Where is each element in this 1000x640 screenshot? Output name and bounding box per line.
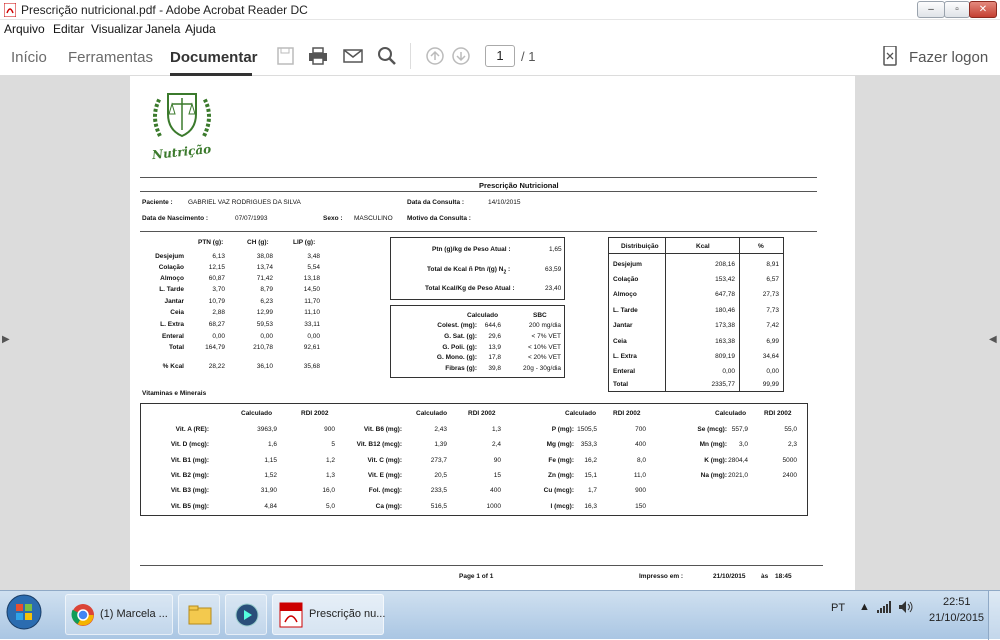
vitamins-table (140, 403, 808, 516)
vit-row-label: Vit. B3 (mg): (170, 487, 209, 494)
media-icon (234, 602, 260, 628)
kcal-nptn-sub: 2 (503, 269, 507, 276)
vit-header-rdi: RDI 2002 (301, 410, 329, 417)
vit-calc: 233,5 (430, 487, 447, 494)
vit-row-label: Vit. D (mcg): (170, 441, 209, 448)
folder-icon (187, 602, 213, 628)
left-panel-arrow-icon[interactable]: ▶ (2, 334, 10, 345)
acrobat-icon (4, 3, 16, 17)
vit-rdi: 2,3 (787, 441, 797, 448)
language-indicator[interactable]: PT (831, 602, 846, 614)
taskbar-chrome-label: (1) Marcela ... (100, 608, 168, 620)
menu-janela[interactable]: Janela (145, 22, 181, 36)
macro-cell: 210,78 (253, 344, 273, 351)
menu-visualizar[interactable]: Visualizar (91, 22, 143, 36)
lipid-sbc: < 20% VET (527, 354, 561, 361)
vit-header-calc: Calculado (715, 410, 747, 417)
rule (140, 231, 817, 232)
vit-row-label: Vit. A (RE): (175, 426, 209, 433)
document-area[interactable] (0, 76, 1000, 590)
lipid-row-label: Colest. (mg): (437, 322, 477, 329)
vit-rdi: 900 (635, 487, 646, 494)
dist-row-label: L. Tarde (613, 307, 638, 314)
start-button[interactable] (6, 594, 42, 630)
vit-row-label: Na (mg): (700, 472, 727, 479)
kcal-nptn-text: Total de Kcal ñ Ptn /(g) N (427, 266, 504, 273)
vit-rdi: 1000 (486, 503, 501, 510)
footer-printed-label: Impresso em : (639, 573, 684, 580)
vit-header-calc: Calculado (565, 410, 597, 417)
macro-cell: 6,13 (212, 253, 225, 260)
vit-header-rdi: RDI 2002 (468, 410, 496, 417)
macro-cell: 5,54 (307, 264, 320, 271)
footer-as: às (761, 573, 769, 580)
dist-kcal: 0,00 (722, 368, 735, 375)
kcal-kg-label: Total Kcal/Kg de Peso Atual : (425, 285, 515, 292)
vit-calc: 557,9 (731, 426, 748, 433)
document-heading: Prescrição Nutricional (479, 181, 559, 190)
dist-row-label: Enteral (613, 368, 636, 375)
title-bar (0, 0, 1000, 20)
tab-document[interactable]: Documentar (170, 49, 258, 66)
lipid-sbc: 200 mg/dia (528, 322, 561, 329)
tab-tools[interactable]: Ferramentas (68, 49, 154, 66)
vit-calc: 1,15 (264, 457, 277, 464)
vit-row-label: Se (mcg): (697, 426, 727, 433)
vit-rdi: 1,3 (491, 426, 501, 433)
vit-calc: 20,5 (434, 472, 447, 479)
lipid-calc: 17,8 (488, 354, 501, 361)
patient-label: Paciente : (142, 199, 173, 206)
clock-date[interactable]: 21/10/2015 (929, 612, 985, 624)
mobile-device-icon (879, 46, 901, 66)
vit-rdi: 1,3 (325, 472, 335, 479)
dist-kcal: 809,19 (715, 353, 735, 360)
tray-expand-icon[interactable]: ▲ (859, 601, 870, 613)
vit-row-label: Mg (mg): (546, 441, 574, 448)
dist-pct: 0,00 (766, 368, 779, 375)
lipid-header-sbc: SBC (533, 312, 547, 319)
vit-rdi: 11,0 (633, 472, 646, 479)
consult-date: 14/10/2015 (488, 199, 521, 206)
vit-row-label: Cu (mcg): (543, 487, 574, 494)
vit-header-calc: Calculado (416, 410, 448, 417)
logo-text: Nutrição (151, 141, 212, 163)
birth-date: 07/07/1993 (235, 215, 268, 222)
acrobat-icon (279, 602, 303, 628)
vit-calc: 4,84 (264, 503, 277, 510)
vit-rdi: 2400 (782, 472, 797, 479)
macro-row-label: Jantar (164, 298, 184, 305)
dist-kcal: 647,78 (715, 291, 735, 298)
vit-calc: 3,0 (738, 441, 748, 448)
volume-icon[interactable] (898, 600, 914, 614)
vit-rdi: 90 (493, 457, 501, 464)
dist-pct: 99,99 (762, 381, 779, 388)
kcal-pct-cell: 36,10 (256, 363, 273, 370)
dist-row-label: Jantar (613, 322, 633, 329)
footer-page: Page 1 of 1 (459, 573, 494, 580)
rule (140, 177, 817, 178)
macro-cell: 12,15 (208, 264, 225, 271)
kcal-nptn-colon: : (508, 266, 511, 273)
dist-kcal: 2335,77 (711, 381, 735, 388)
show-desktop-button[interactable] (988, 591, 1000, 640)
network-icon[interactable] (877, 601, 891, 613)
taskbar-chrome[interactable] (65, 594, 173, 635)
macro-header: PTN (g): (198, 239, 224, 246)
vit-calc: 1,7 (587, 487, 597, 494)
window-title: Prescrição nutricional.pdf - Adobe Acrobat Reader DC (21, 3, 308, 17)
taskbar-acrobat-label: Prescrição nu... (309, 608, 386, 620)
macro-header: CH (g): (247, 239, 269, 246)
kcal-kg-value: 23,40 (545, 285, 562, 292)
macro-cell: 59,53 (256, 321, 273, 328)
dist-header: Kcal (696, 243, 710, 250)
dist-row-label: Almoço (613, 291, 637, 298)
vit-calc: 1,39 (434, 441, 447, 448)
macro-cell: 13,18 (303, 275, 320, 282)
vit-row-label: Vit. B2 (mg): (170, 472, 209, 479)
vit-row-label: I (mcg): (550, 503, 574, 510)
page-total: / 1 (521, 49, 536, 64)
vit-calc: 31,90 (260, 487, 277, 494)
macro-cell: 11,70 (304, 298, 320, 305)
search-icon[interactable] (376, 46, 398, 66)
next-page-icon[interactable] (450, 46, 472, 66)
reason-label: Motivo da Consulta : (407, 215, 471, 222)
vit-header-rdi: RDI 2002 (613, 410, 641, 417)
vit-calc: 2804,4 (728, 457, 748, 464)
dist-header-divider (609, 253, 783, 254)
dist-kcal: 153,42 (715, 276, 735, 283)
nutrition-logo (146, 86, 218, 164)
lipid-header-calc: Calculado (467, 312, 499, 319)
macro-cell: 0,00 (260, 333, 273, 340)
vit-rdi: 55,0 (784, 426, 797, 433)
macro-cell: 14,50 (303, 286, 320, 293)
vit-rdi: 5,0 (325, 503, 335, 510)
lipid-sbc: < 10% VET (527, 344, 561, 351)
right-panel-arrow-icon[interactable]: ◀ (989, 334, 997, 345)
menu-editar[interactable]: Editar (53, 22, 85, 36)
ptn-box (390, 237, 565, 300)
vit-rdi: 2,4 (491, 441, 501, 448)
macro-cell: 12,99 (256, 309, 273, 316)
taskbar-explorer[interactable] (178, 594, 220, 635)
vit-calc: 15,1 (584, 472, 597, 479)
rule (140, 191, 817, 192)
dist-header: % (758, 243, 764, 250)
dist-row-label: Total (613, 381, 629, 388)
macro-row-label: Desjejum (155, 253, 184, 260)
vit-calc: 3963,9 (257, 426, 277, 433)
vit-rdi: 1,2 (325, 457, 335, 464)
vit-rdi: 900 (324, 426, 335, 433)
footer-date: 21/10/2015 (713, 573, 746, 580)
vit-row-label: P (mg): (551, 426, 574, 433)
print-icon[interactable] (307, 46, 329, 66)
vit-calc: 1,52 (264, 472, 277, 479)
macro-cell: 8,79 (260, 286, 273, 293)
lipid-box (390, 305, 565, 378)
birth-label: Data de Nascimento : (142, 215, 209, 222)
kcal-nptn-label (427, 266, 510, 275)
macro-row-label: Colação (158, 264, 184, 271)
page-number-input[interactable]: 1 (485, 45, 515, 67)
dist-row-label: Colação (613, 276, 639, 283)
vit-row-label: Vit. B12 (mcg): (356, 441, 402, 448)
ptn-kg-value: 1,65 (549, 246, 562, 253)
vit-row-label: Vit. B1 (mg): (170, 457, 209, 464)
vit-rdi: 16,0 (322, 487, 335, 494)
vit-header-calc: Calculado (241, 410, 273, 417)
dist-col-divider (739, 238, 740, 391)
dist-row-label: Ceia (613, 338, 627, 345)
vit-rdi: 700 (635, 426, 646, 433)
vit-row-label: Vit. C (mg): (367, 457, 402, 464)
taskbar-media[interactable] (225, 594, 267, 635)
macro-cell: 38,08 (256, 253, 273, 260)
sex-label: Sexo : (323, 215, 343, 222)
kcal-pct-cell: 35,68 (303, 363, 320, 370)
vit-calc: 1,6 (267, 441, 277, 448)
kcal-nptn-value: 63,59 (545, 266, 562, 273)
dist-pct: 6,99 (766, 338, 779, 345)
macro-cell: 33,11 (304, 321, 320, 328)
vit-calc: 1505,5 (577, 426, 597, 433)
vit-row-label: Zn (mg): (548, 472, 574, 479)
maximize-button[interactable]: ▫ (944, 1, 970, 18)
macro-cell: 60,87 (208, 275, 225, 282)
dist-col-divider (665, 238, 666, 391)
ptn-kg-label: Ptn (g)/kg de Peso Atual : (432, 246, 511, 253)
lipid-calc: 13,9 (488, 344, 501, 351)
chrome-icon (71, 603, 95, 627)
kcal-pct-label: % Kcal (162, 363, 184, 370)
vit-row-label: K (mg): (704, 457, 727, 464)
lipid-row-label: G. Poli. (g): (442, 344, 477, 351)
menu-arquivo[interactable]: Arquivo (4, 22, 45, 36)
taskbar (0, 590, 1000, 639)
dist-header: Distribuição (621, 243, 659, 250)
close-button[interactable]: ✕ (969, 1, 997, 18)
lipid-calc: 644,6 (484, 322, 501, 329)
rule (140, 565, 823, 566)
vit-rdi: 150 (635, 503, 646, 510)
previous-page-icon[interactable] (424, 46, 446, 66)
vit-row-label: Ca (mg): (375, 503, 402, 510)
vit-rdi: 15 (493, 472, 501, 479)
toolbar (0, 37, 1000, 76)
footer-time: 18:45 (775, 573, 792, 580)
macro-cell: 71,42 (256, 275, 273, 282)
toolbar-divider (410, 43, 411, 69)
macro-cell: 68,27 (208, 321, 225, 328)
dist-kcal: 208,16 (715, 261, 735, 268)
distribution-table (608, 237, 784, 392)
tab-home[interactable]: Início (11, 49, 47, 66)
vit-rdi: 5000 (782, 457, 797, 464)
dist-row-label: Desjejum (613, 261, 642, 268)
dist-kcal: 180,46 (715, 307, 735, 314)
macro-cell: 10,79 (208, 298, 225, 305)
vit-calc: 516,5 (430, 503, 447, 510)
macro-row-label: L. Tarde (159, 286, 184, 293)
macro-row-label: Almoço (160, 275, 184, 282)
vit-row-label: Vit. E (mg): (367, 472, 402, 479)
email-icon[interactable] (342, 46, 364, 66)
dist-kcal: 173,38 (715, 322, 735, 329)
dist-row-label: L. Extra (613, 353, 637, 360)
dist-pct: 6,57 (766, 276, 779, 283)
macro-cell: 164,79 (205, 344, 225, 351)
dist-pct: 7,73 (766, 307, 779, 314)
macro-row-label: L. Extra (160, 321, 184, 328)
vit-calc: 353,3 (580, 441, 597, 448)
kcal-pct-cell: 28,22 (208, 363, 225, 370)
vit-calc: 16,2 (584, 457, 597, 464)
dist-kcal: 163,38 (715, 338, 735, 345)
macro-cell: 13,74 (256, 264, 273, 271)
lipid-sbc: < 7% VET (531, 333, 561, 340)
vit-rdi: 400 (635, 441, 646, 448)
macro-cell: 2,88 (212, 309, 225, 316)
vit-calc: 273,7 (430, 457, 447, 464)
logon-button[interactable]: Fazer logon (909, 49, 989, 66)
lipid-calc: 29,6 (488, 333, 501, 340)
vit-calc: 16,3 (584, 503, 597, 510)
macro-cell: 11,10 (304, 309, 320, 316)
lipid-sbc: 20g - 30g/dia (523, 365, 561, 372)
lipid-row-label: G. Sat. (g): (444, 333, 477, 340)
vit-row-label: Mn (mg): (699, 441, 727, 448)
vit-row-label: Fol. (mcg): (368, 487, 402, 494)
macro-cell: 3,70 (212, 286, 225, 293)
minimize-button[interactable]: – (917, 1, 945, 18)
menu-bar (0, 20, 1000, 37)
dist-pct: 34,64 (762, 353, 779, 360)
macro-row-label: Enteral (161, 333, 184, 340)
taskbar-acrobat[interactable] (272, 594, 384, 635)
lipid-calc: 39,8 (488, 365, 501, 372)
macro-row-label: Total (168, 344, 184, 351)
menu-ajuda[interactable]: Ajuda (185, 22, 216, 36)
sex-value: MASCULINO (354, 215, 393, 222)
lipid-row-label: G. Mono. (g): (436, 354, 477, 361)
vit-row-label: Fe (mg): (548, 457, 574, 464)
clock-time[interactable]: 22:51 (943, 596, 971, 608)
macro-cell: 0,00 (212, 333, 225, 340)
vit-rdi: 5 (331, 441, 335, 448)
save-icon[interactable] (275, 46, 297, 66)
lipid-row-label: Fibras (g): (445, 365, 477, 372)
macro-row-label: Ceia (170, 309, 184, 316)
vit-rdi: 400 (490, 487, 501, 494)
dist-pct: 27,73 (762, 291, 779, 298)
macro-cell: 92,61 (303, 344, 320, 351)
vit-rdi: 8,0 (636, 457, 646, 464)
macro-cell: 3,48 (307, 253, 320, 260)
vit-row-label: Vit. B5 (mg): (170, 503, 209, 510)
pdf-page (130, 76, 855, 590)
dist-pct: 7,42 (766, 322, 779, 329)
dist-pct: 8,91 (766, 261, 779, 268)
vit-header-rdi: RDI 2002 (764, 410, 792, 417)
macro-cell: 6,23 (260, 298, 273, 305)
macro-header: LIP (g): (293, 239, 316, 246)
vitamins-title: Vitaminas e Minerais (142, 390, 207, 397)
vit-row-label: Vit. B6 (mg): (363, 426, 402, 433)
vit-calc: 2021,0 (728, 472, 748, 479)
consult-date-label: Data da Consulta : (407, 199, 465, 206)
vit-calc: 2,43 (434, 426, 447, 433)
patient-name: GABRIEL VAZ RODRIGUES DA SILVA (188, 199, 301, 206)
macro-cell: 0,00 (307, 333, 320, 340)
